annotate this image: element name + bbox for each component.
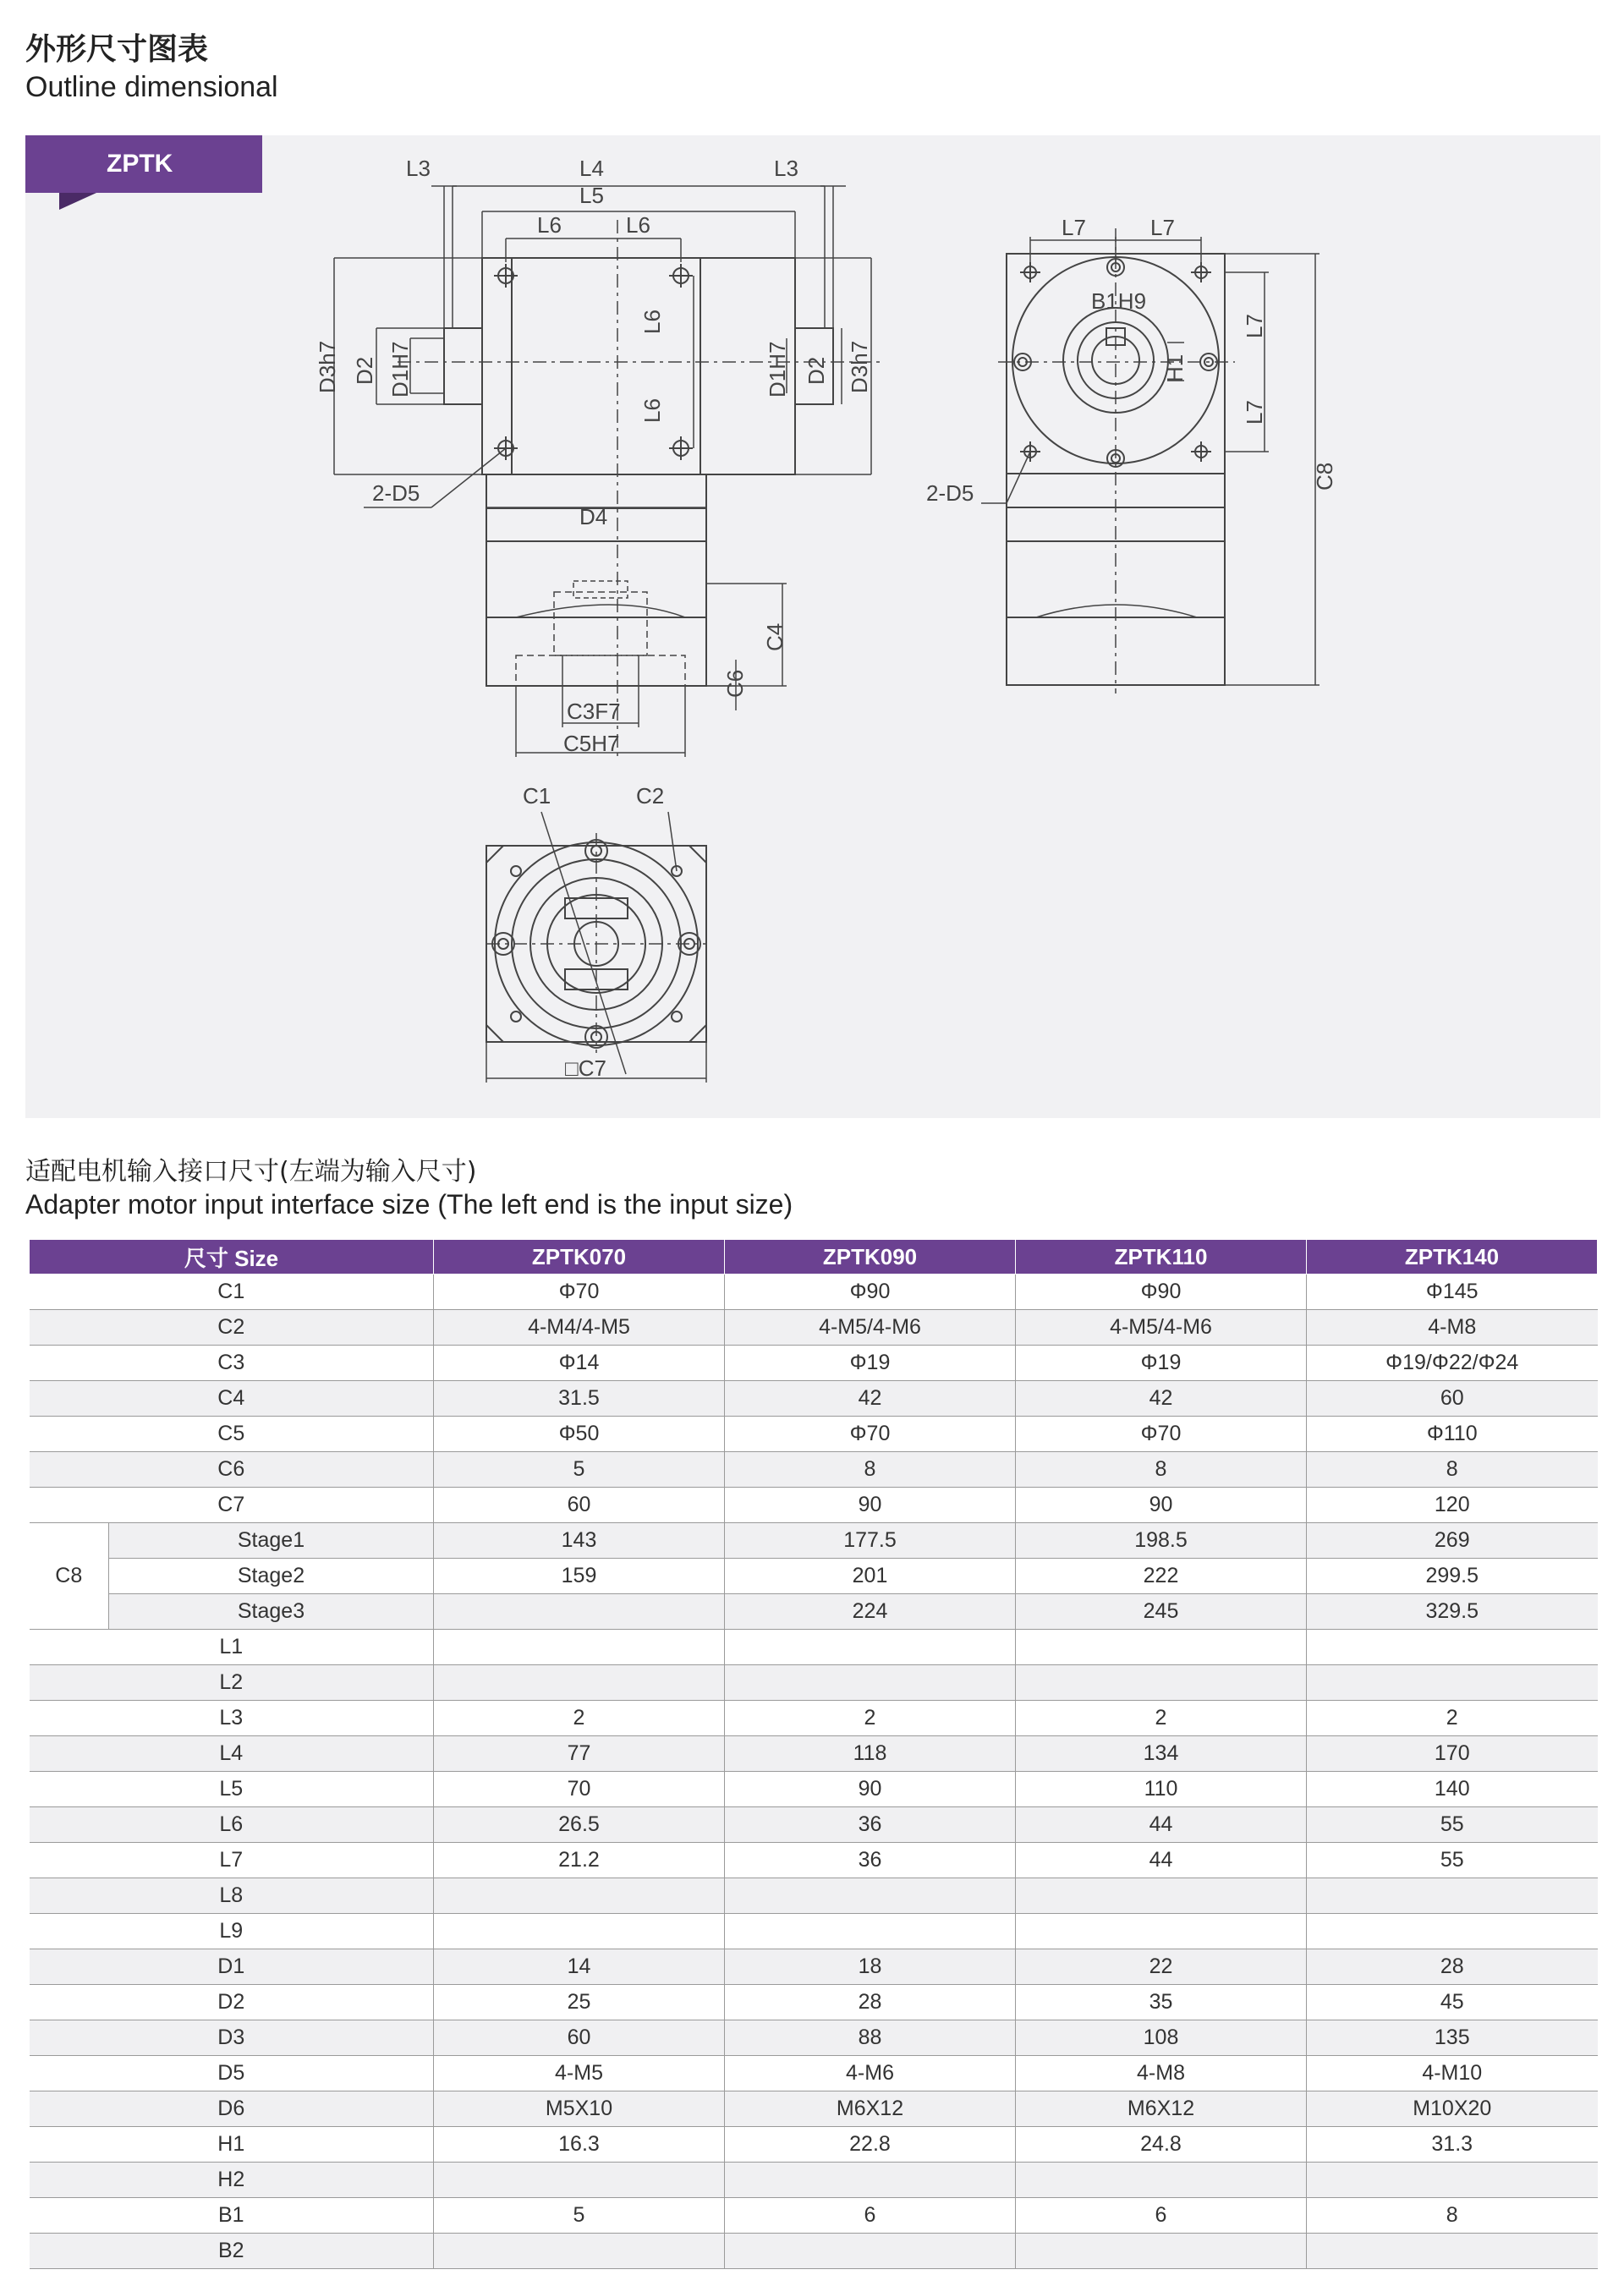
row-label: C6 (30, 1452, 434, 1488)
row-label: H2 (30, 2163, 434, 2198)
cell-value: 90 (1016, 1488, 1307, 1523)
cell-value: Φ14 (434, 1346, 725, 1381)
row-label: L5 (30, 1772, 434, 1807)
cell-value: Φ19 (1016, 1346, 1307, 1381)
cell-value: 16.3 (434, 2127, 725, 2163)
cell-value (725, 2163, 1016, 2198)
cell-value: 224 (725, 1594, 1016, 1630)
cell-value: 60 (1307, 1381, 1598, 1417)
cell-value: 4-M5/4-M6 (725, 1310, 1016, 1346)
table-row (30, 2163, 1598, 2198)
cell-value: Φ145 (1307, 1275, 1598, 1310)
label-2-d5-front: 2-D5 (372, 480, 420, 506)
cell-value (1016, 1630, 1307, 1665)
cell-value (1016, 2234, 1307, 2269)
row-label: B2 (30, 2234, 434, 2269)
table-row (30, 1594, 1598, 1630)
cell-value: 2 (434, 1701, 725, 1736)
cell-value: M6X12 (1016, 2091, 1307, 2127)
cell-value: Φ70 (434, 1275, 725, 1310)
cell-value (725, 2234, 1016, 2269)
label-c7: □C7 (565, 1055, 606, 1081)
label-c1: C1 (523, 783, 551, 809)
cell-value: 70 (434, 1772, 725, 1807)
label-l7-vert-bottom: L7 (1242, 400, 1267, 425)
row-label: L2 (30, 1665, 434, 1701)
label-h1: H1 (1162, 354, 1188, 382)
cell-value: 24.8 (1016, 2127, 1307, 2163)
cell-value: 2 (725, 1701, 1016, 1736)
label-l7-left: L7 (1062, 215, 1086, 240)
cell-value: 4-M8 (1016, 2056, 1307, 2091)
cell-value: 269 (1307, 1523, 1598, 1559)
table-row (30, 1488, 1598, 1523)
cell-value: 22.8 (725, 2127, 1016, 2163)
page-title-en: Outline dimensional (25, 71, 278, 103)
label-c3f7: C3F7 (567, 699, 621, 724)
cell-value (1016, 1665, 1307, 1701)
table-title-cn: 适配电机输入接口尺寸(左端为输入尺寸) (25, 1157, 477, 1187)
cell-value: Φ70 (1016, 1417, 1307, 1452)
header-zptk090: ZPTK090 (725, 1240, 1016, 1275)
label-c8: C8 (1312, 462, 1337, 491)
cell-value: Φ90 (725, 1275, 1016, 1310)
cell-value: 4-M8 (1307, 1310, 1598, 1346)
header-zptk070: ZPTK070 (434, 1240, 725, 1275)
table-title-en: Adapter motor input interface size (The left end is the input size) (25, 1189, 793, 1220)
label-l6-right: L6 (626, 212, 650, 238)
table-row (30, 2020, 1598, 2056)
table-row (30, 1275, 1598, 1310)
cell-value: 5 (434, 2198, 725, 2234)
cell-value (1307, 2234, 1598, 2269)
table-row (30, 1310, 1598, 1346)
motor-adapter (486, 508, 706, 686)
table-row (30, 1772, 1598, 1807)
page-title-cn: 外形尺寸图表 (25, 32, 209, 67)
row-group-c8: C8 (30, 1523, 109, 1630)
cell-value: 42 (1016, 1381, 1307, 1417)
label-d3h7-left: D3h7 (315, 340, 340, 393)
label-l4: L4 (579, 156, 604, 181)
label-l6-vert-bottom: L6 (639, 398, 665, 423)
cell-value: 159 (434, 1559, 725, 1594)
label-d1h7-left: D1H7 (387, 341, 413, 397)
cell-value: 8 (725, 1452, 1016, 1488)
label-l3-left: L3 (406, 156, 431, 181)
label-d1h7-right: D1H7 (765, 341, 790, 397)
cell-value: 120 (1307, 1488, 1598, 1523)
cell-value (1016, 1878, 1307, 1914)
dimension-table (29, 1239, 1598, 2269)
cell-value: 55 (1307, 1843, 1598, 1878)
cell-value: 198.5 (1016, 1523, 1307, 1559)
table-row (30, 2127, 1598, 2163)
table-row (30, 1630, 1598, 1665)
cell-value (434, 1630, 725, 1665)
cell-value: M5X10 (434, 2091, 725, 2127)
cell-value: 4-M4/4-M5 (434, 1310, 725, 1346)
label-c2: C2 (636, 783, 665, 809)
header-zptk140: ZPTK140 (1307, 1240, 1598, 1275)
table-header-row (30, 1240, 1598, 1275)
label-d2-left: D2 (352, 356, 377, 385)
cell-value (725, 1878, 1016, 1914)
cell-value: 90 (725, 1488, 1016, 1523)
label-d3h7-right: D3h7 (847, 340, 872, 393)
row-label: L1 (30, 1630, 434, 1665)
cell-value: 22 (1016, 1949, 1307, 1985)
cell-value: 2 (1307, 1701, 1598, 1736)
technical-drawing (25, 135, 1600, 1118)
cell-value: Φ19/Φ22/Φ24 (1307, 1346, 1598, 1381)
cell-value: 110 (1016, 1772, 1307, 1807)
table-row (30, 1843, 1598, 1878)
row-label: C3 (30, 1346, 434, 1381)
table-row (30, 1452, 1598, 1488)
cell-value: 45 (1307, 1985, 1598, 2020)
cell-value: 42 (725, 1381, 1016, 1417)
cell-value: 25 (434, 1985, 725, 2020)
cell-value: 18 (725, 1949, 1016, 1985)
cell-value (1307, 1914, 1598, 1949)
cell-value: 60 (434, 2020, 725, 2056)
cell-value (434, 1878, 725, 1914)
row-label: D5 (30, 2056, 434, 2091)
cell-value: 201 (725, 1559, 1016, 1594)
table-body (30, 1275, 1598, 2269)
row-label: H1 (30, 2127, 434, 2163)
label-l7-vert-top: L7 (1242, 314, 1267, 338)
row-label: L3 (30, 1701, 434, 1736)
cell-value (1016, 1914, 1307, 1949)
header-zptk110: ZPTK110 (1016, 1240, 1307, 1275)
cell-value: Φ19 (725, 1346, 1016, 1381)
row-label: D2 (30, 1985, 434, 2020)
cell-value: 177.5 (725, 1523, 1016, 1559)
table-row (30, 1736, 1598, 1772)
cell-value (434, 2163, 725, 2198)
row-label: C2 (30, 1310, 434, 1346)
cell-value: 4-M6 (725, 2056, 1016, 2091)
row-label: Stage1 (109, 1523, 434, 1559)
cell-value (1307, 1878, 1598, 1914)
row-label: L4 (30, 1736, 434, 1772)
table-row (30, 1985, 1598, 2020)
label-l7-right: L7 (1150, 215, 1175, 240)
row-label: Stage3 (109, 1594, 434, 1630)
cell-value (1307, 2163, 1598, 2198)
row-label: D6 (30, 2091, 434, 2127)
cell-value: M10X20 (1307, 2091, 1598, 2127)
row-label: C4 (30, 1381, 434, 1417)
table-row (30, 1949, 1598, 1985)
cell-value: 143 (434, 1523, 725, 1559)
label-l6-vert-top: L6 (639, 310, 665, 334)
cell-value: 108 (1016, 2020, 1307, 2056)
cell-value (434, 2234, 725, 2269)
cell-value: 36 (725, 1807, 1016, 1843)
cell-value (725, 1630, 1016, 1665)
cell-value: Φ50 (434, 1417, 725, 1452)
left-shaft (444, 328, 482, 404)
cell-value: 90 (725, 1772, 1016, 1807)
cell-value: 26.5 (434, 1807, 725, 1843)
cell-value: 329.5 (1307, 1594, 1598, 1630)
cell-value: 77 (434, 1736, 725, 1772)
row-label: C1 (30, 1275, 434, 1310)
cell-value: M6X12 (725, 2091, 1016, 2127)
row-label: C7 (30, 1488, 434, 1523)
row-label: B1 (30, 2198, 434, 2234)
cell-value: 14 (434, 1949, 725, 1985)
label-c6: C6 (722, 669, 748, 698)
table-row (30, 1665, 1598, 1701)
cell-value: 4-M5 (434, 2056, 725, 2091)
table-row (30, 2234, 1598, 2269)
side-view (926, 215, 1337, 693)
cell-value: 44 (1016, 1807, 1307, 1843)
cell-value: 36 (725, 1843, 1016, 1878)
outline-drawing-panel (25, 135, 1600, 1118)
cell-value: 134 (1016, 1736, 1307, 1772)
table-row (30, 2198, 1598, 2234)
gear-housing (482, 258, 795, 474)
label-c5h7: C5H7 (563, 731, 620, 756)
cell-value: 8 (1016, 1452, 1307, 1488)
cell-value: Φ110 (1307, 1417, 1598, 1452)
row-label: D3 (30, 2020, 434, 2056)
cell-value: 35 (1016, 1985, 1307, 2020)
label-l3-right: L3 (774, 156, 798, 181)
table-row (30, 2091, 1598, 2127)
row-label: L7 (30, 1843, 434, 1878)
table-row (30, 1559, 1598, 1594)
cell-value: 60 (434, 1488, 725, 1523)
table-row (30, 1914, 1598, 1949)
cell-value: 245 (1016, 1594, 1307, 1630)
row-label: L6 (30, 1807, 434, 1843)
table-row (30, 1523, 1598, 1559)
row-label: C5 (30, 1417, 434, 1452)
cell-value: 4-M5/4-M6 (1016, 1310, 1307, 1346)
cell-value: 28 (725, 1985, 1016, 2020)
cell-value (725, 1914, 1016, 1949)
header-size: 尺寸 Size (30, 1240, 434, 1275)
cell-value: Φ70 (725, 1417, 1016, 1452)
flange-view (486, 783, 706, 1083)
cell-value (434, 1665, 725, 1701)
cell-value (1307, 1665, 1598, 1701)
label-d4: D4 (579, 504, 608, 529)
table-row (30, 1381, 1598, 1417)
cell-value: 44 (1016, 1843, 1307, 1878)
cell-value: 31.5 (434, 1381, 725, 1417)
row-label: Stage2 (109, 1559, 434, 1594)
row-label: L9 (30, 1914, 434, 1949)
label-c4: C4 (762, 622, 787, 651)
cell-value: 21.2 (434, 1843, 725, 1878)
cell-value (434, 1594, 725, 1630)
row-label: L8 (30, 1878, 434, 1914)
cell-value: 55 (1307, 1807, 1598, 1843)
cell-value: 170 (1307, 1736, 1598, 1772)
table-row (30, 1701, 1598, 1736)
label-b1h9: B1H9 (1091, 288, 1147, 314)
cell-value: 5 (434, 1452, 725, 1488)
table-row (30, 1417, 1598, 1452)
cell-value: 28 (1307, 1949, 1598, 1985)
cell-value (1016, 2163, 1307, 2198)
cell-value: 135 (1307, 2020, 1598, 2056)
table-row (30, 1878, 1598, 1914)
cell-value (725, 1665, 1016, 1701)
cell-value: 6 (1016, 2198, 1307, 2234)
cell-value: 118 (725, 1736, 1016, 1772)
cell-value: 222 (1016, 1559, 1307, 1594)
table-row (30, 1346, 1598, 1381)
model-tag: ZPTK (25, 135, 262, 193)
cell-value: 140 (1307, 1772, 1598, 1807)
cell-value (1307, 1630, 1598, 1665)
cell-value (434, 1914, 725, 1949)
row-label: D1 (30, 1949, 434, 1985)
front-view (315, 156, 880, 761)
label-d2-right: D2 (804, 356, 829, 385)
table-row (30, 2056, 1598, 2091)
cell-value: 88 (725, 2020, 1016, 2056)
label-l5: L5 (579, 183, 604, 208)
table-row (30, 1807, 1598, 1843)
label-l6-left: L6 (537, 212, 562, 238)
cell-value: 299.5 (1307, 1559, 1598, 1594)
cell-value: 31.3 (1307, 2127, 1598, 2163)
cell-value: 8 (1307, 1452, 1598, 1488)
cell-value: 4-M10 (1307, 2056, 1598, 2091)
cell-value: Φ90 (1016, 1275, 1307, 1310)
cell-value: 6 (725, 2198, 1016, 2234)
label-2-d5-side: 2-D5 (926, 480, 974, 506)
cell-value: 2 (1016, 1701, 1307, 1736)
cell-value: 8 (1307, 2198, 1598, 2234)
